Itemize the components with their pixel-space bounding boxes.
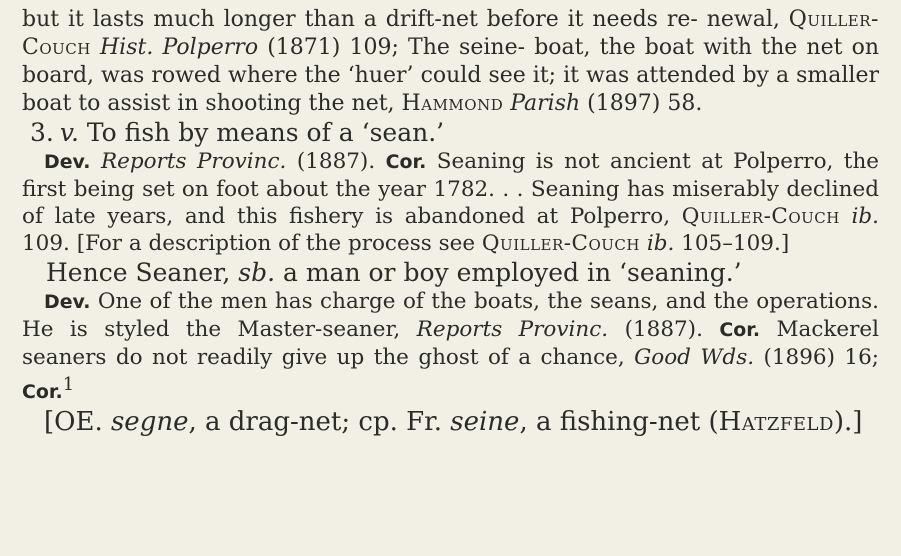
seaner-citations bbox=[22, 288, 879, 406]
author-name: Hatzfeld bbox=[718, 407, 834, 438]
part-of-speech: sb. bbox=[238, 258, 276, 287]
definition-text: a man or boy employed in ‘seaning.’ bbox=[275, 258, 742, 287]
author-name: Quiller-Couch bbox=[681, 204, 840, 229]
derived-form-seaner bbox=[22, 257, 879, 288]
author-name: Hammond bbox=[401, 91, 504, 116]
citation-text: 105–109.] bbox=[674, 231, 790, 256]
cognate: seine bbox=[450, 407, 520, 438]
derived-headword: Hence Seaner, bbox=[46, 258, 239, 287]
etymology-text: ).] bbox=[833, 407, 863, 438]
citation-continuation bbox=[22, 6, 879, 118]
source-title: Hist. Polperro bbox=[100, 35, 259, 60]
text-line: boat, the boat with the net on board, was rowed where the ‘huer’ bbox=[22, 35, 879, 88]
author-name: Quiller-Couch bbox=[481, 231, 640, 256]
sense-number: 3. bbox=[30, 118, 54, 147]
dialect-label: Cor. bbox=[385, 151, 427, 173]
etymology-text: , a drag-net; cp. Fr. bbox=[188, 407, 451, 438]
citation-year: (1887). bbox=[624, 317, 720, 342]
dialect-label: Cor. bbox=[22, 381, 63, 404]
sense-3-definition bbox=[22, 118, 879, 148]
etymology-text: [OE. bbox=[44, 407, 111, 438]
dialect-label: Dev. bbox=[44, 291, 91, 313]
space bbox=[840, 204, 852, 229]
etymon: segne bbox=[110, 407, 189, 438]
space bbox=[91, 35, 100, 60]
citation-text: 109. [For a description of the process see bbox=[22, 231, 482, 256]
part-of-speech: v. bbox=[59, 118, 79, 147]
citation-text: One of the men has charge of the boats, the seans, and the operations. He is styled the Master-seaner, bbox=[22, 289, 879, 342]
text-line: the net, bbox=[308, 91, 402, 116]
author-name: Quiller-Couch bbox=[22, 7, 879, 60]
citation-year: (1887). bbox=[286, 149, 386, 174]
text-line: could see it; it was attended by a smaller boat to assist in shooting bbox=[22, 63, 879, 116]
source-title: Good Wds. bbox=[634, 345, 755, 370]
ibid: ib. bbox=[851, 204, 879, 229]
text-line: but it lasts much longer than a drift-net before it needs re- bbox=[22, 7, 698, 32]
etymology bbox=[22, 406, 879, 438]
citation-text: Mackerel seaners do not readily give up the ghost of a chance, bbox=[22, 317, 879, 370]
space bbox=[640, 231, 647, 256]
text-line: (1897) 58. bbox=[580, 91, 703, 116]
dialect-label: Dev. bbox=[44, 151, 91, 173]
source-title: Reports Provinc. bbox=[416, 317, 609, 342]
dialect-label: Cor. bbox=[719, 319, 761, 341]
source-title: Reports Provinc. bbox=[100, 149, 287, 174]
sense-3-citations bbox=[22, 148, 879, 257]
citation-text: Seaning is not ancient at Polperro, the first being set on foot about the year 1782. . . Seaning has miserably declined of late years, and this fishery is abandoned at Polperro, bbox=[22, 149, 880, 229]
text-line: newal, bbox=[706, 7, 789, 32]
ibid: ib. bbox=[646, 231, 675, 256]
footnote-marker: 1 bbox=[62, 374, 75, 395]
definition-text: To fish by means of a ‘sean.’ bbox=[78, 118, 445, 147]
source-title: Parish bbox=[510, 91, 581, 116]
text-line: (1871) 109; The seine- bbox=[258, 35, 526, 60]
etymology-text: , a fishing-net ( bbox=[519, 407, 719, 438]
citation-year: (1896) 16; bbox=[754, 345, 880, 370]
